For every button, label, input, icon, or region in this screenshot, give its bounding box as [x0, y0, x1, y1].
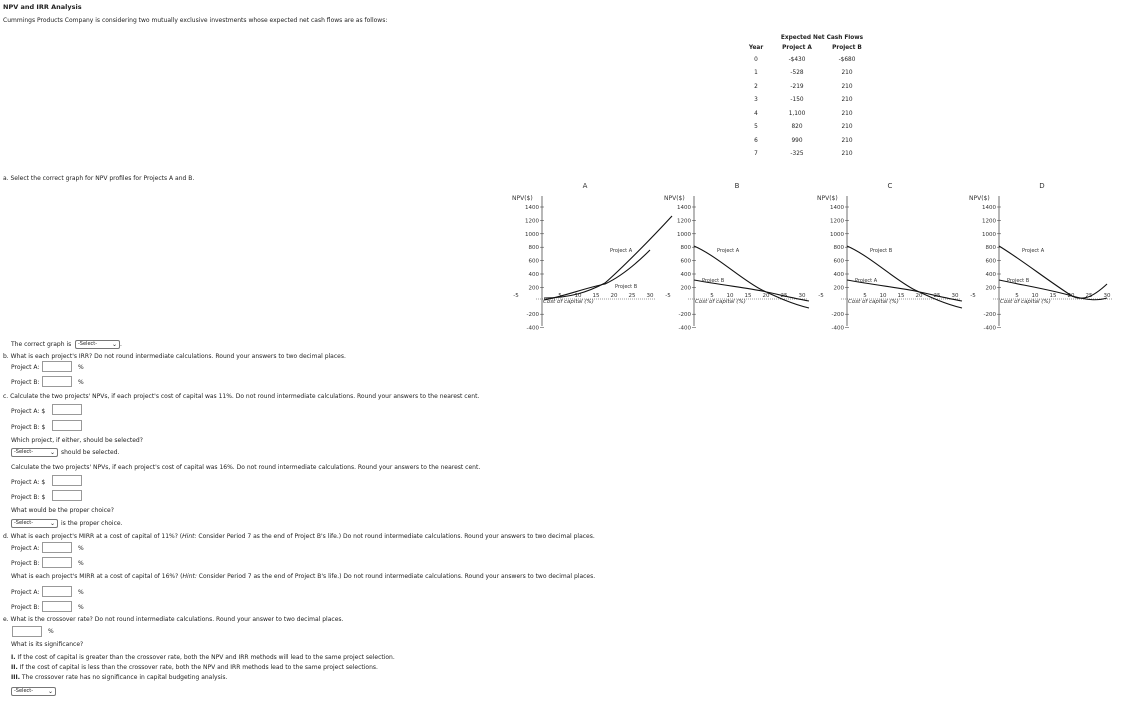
cell-year: 0 — [754, 56, 758, 63]
should-selected-text: should be selected. — [61, 449, 120, 456]
page-title: NPV and IRR Analysis — [3, 3, 82, 11]
y-axis-label: NPV($) — [512, 195, 533, 202]
y-tick-label: -400 — [983, 325, 996, 332]
y-tick-label: -200 — [831, 312, 844, 319]
curve-1-label: Project B — [870, 248, 893, 254]
cell-b: -$680 — [838, 56, 856, 63]
npv11-a-label: Project A: $ — [11, 408, 46, 415]
mirr16-a-unit: % — [78, 589, 84, 596]
significance-text: What is its significance? — [11, 641, 84, 648]
npv-profile-svg — [815, 180, 965, 340]
y-tick-label: 600 — [985, 258, 996, 265]
x-tick-label: 5 — [558, 293, 562, 299]
npv-graph-b — [662, 180, 812, 342]
proper-choice-select[interactable] — [11, 519, 58, 528]
graph-letter: C — [887, 182, 893, 190]
curve-2-label: Project A — [855, 278, 878, 284]
curve-2-label: Project B — [702, 278, 725, 284]
table-row — [740, 148, 872, 162]
y-tick-label: 600 — [833, 258, 844, 265]
x-tick-label: -5 — [818, 293, 824, 299]
table-caption: Expected Net Cash Flows — [780, 35, 864, 41]
cell-year: 3 — [754, 97, 758, 104]
question-c-prompt: c. Calculate the two projects' NPVs, if each project's cost of capital was 11%. Do not round intermediate calculations. Round your answers to the nearest cent. — [3, 393, 480, 400]
y-axis-label: NPV($) — [817, 195, 838, 202]
x-tick-label: 15 — [592, 293, 600, 299]
mirr11-b-label: Project B: — [11, 560, 40, 567]
select-value: -Select- — [14, 688, 34, 694]
npv11-b-input[interactable] — [52, 420, 82, 431]
y-tick-label: 800 — [833, 245, 844, 252]
significance-select[interactable] — [11, 687, 56, 696]
irr-a-label: Project A: — [11, 364, 40, 371]
cell-year: 1 — [754, 70, 758, 77]
y-tick-label: 1400 — [830, 205, 844, 211]
y-tick-label: 200 — [528, 285, 539, 292]
irr-b-unit: % — [78, 379, 84, 386]
mirr16-b-unit: % — [78, 604, 84, 611]
x-tick-label: 5 — [710, 293, 714, 299]
y-tick-label: 800 — [528, 245, 539, 252]
y-tick-label: -400 — [526, 325, 539, 332]
mirr16-b-label: Project B: — [11, 604, 40, 611]
question-c2-prompt: Calculate the two projects' NPVs, if each project's cost of capital was 16%. Do not round intermediate calculations. Round your answers to the nearest cent. — [11, 464, 481, 471]
is-proper-text: is the proper choice. — [61, 520, 123, 527]
intro-text: Cummings Products Company is considering two mutually exclusive investments whose expected net cash flows are as follows: — [3, 17, 388, 24]
select-value: -Select- — [14, 520, 34, 526]
mirr16-b-input[interactable] — [42, 601, 72, 612]
cell-b: 210 — [841, 137, 853, 144]
table-row — [740, 53, 872, 67]
y-tick-label: 1000 — [525, 231, 539, 238]
npv-profile-svg — [510, 180, 660, 340]
cell-a: -325 — [790, 151, 804, 158]
graph-letter: D — [1039, 182, 1045, 190]
curve-2-label: Project B — [615, 284, 638, 290]
y-tick-label: 1000 — [677, 231, 691, 238]
irr-b-label: Project B: — [11, 379, 40, 386]
cell-a: -150 — [790, 97, 804, 104]
cell-a: -$430 — [788, 56, 806, 63]
y-tick-label: 800 — [680, 245, 691, 252]
curve-1-label: Project A — [610, 248, 633, 254]
mirr16-a-input[interactable] — [42, 586, 72, 597]
correct-graph-select[interactable] — [75, 340, 120, 349]
cell-b: 210 — [841, 70, 853, 77]
x-tick-label: 20 — [915, 293, 923, 299]
y-tick-label: 200 — [680, 285, 691, 292]
y-tick-label: 1400 — [982, 205, 996, 211]
x-tick-label: 15 — [897, 293, 905, 299]
curve-1 — [544, 216, 672, 298]
y-tick-label: 1200 — [525, 218, 539, 225]
crossover-input[interactable] — [12, 626, 42, 637]
chevron-down-icon: ⌄ — [49, 449, 55, 456]
x-tick-label: 10 — [726, 293, 734, 299]
y-tick-label: -200 — [526, 312, 539, 319]
option-3: III. The crossover rate has no significance in capital budgeting analysis. — [11, 674, 228, 681]
y-tick-label: 1200 — [982, 218, 996, 225]
y-tick-label: 1200 — [677, 218, 691, 225]
cell-year: 6 — [754, 137, 758, 144]
year-header: Year — [748, 45, 764, 51]
x-tick-label: 5 — [863, 293, 867, 299]
y-tick-label: 400 — [680, 272, 691, 278]
x-tick-label: 15 — [744, 293, 752, 299]
mirr11-a-label: Project A: — [11, 545, 40, 552]
y-tick-label: 200 — [833, 285, 844, 292]
proper-choice-text: What would be the proper choice? — [11, 507, 114, 514]
x-tick-label: 30 — [951, 293, 959, 299]
y-tick-label: 400 — [985, 272, 996, 278]
table-row — [740, 121, 872, 135]
npv-graph-a — [510, 180, 660, 342]
npv-graph-d — [967, 180, 1117, 342]
y-tick-label: 1400 — [677, 205, 691, 211]
npv-graph-c — [815, 180, 965, 342]
x-axis-label: Cost of capital (%) — [543, 299, 594, 305]
question-b-prompt: b. What is each project's IRR? Do not round intermediate calculations. Round your answers to two decimal places. — [3, 353, 346, 360]
table-row — [740, 94, 872, 108]
npv11-a-input[interactable] — [52, 404, 82, 415]
cell-year: 2 — [754, 83, 758, 90]
y-tick-label: 1400 — [525, 205, 539, 211]
x-tick-label: 20 — [1067, 293, 1075, 299]
table-row — [740, 80, 872, 94]
x-tick-label: 30 — [1103, 293, 1111, 299]
cell-a: -219 — [790, 83, 804, 90]
irr-b-input[interactable] — [42, 376, 72, 387]
npv-profile-svg — [662, 180, 812, 340]
mirr11-b-input[interactable] — [42, 557, 72, 568]
question-d-prompt: d. What is each project's MIRR at a cost of capital of 11%? (Hint: Consider Period 7 as the end of Project B's life.) Do not round intermediate calculations. Round your answers to two decimal places. — [3, 533, 595, 540]
mirr16-a-label: Project A: — [11, 589, 40, 596]
graph-letter: B — [734, 182, 740, 190]
npv16-b-input[interactable] — [52, 490, 82, 501]
x-tick-label: 25 — [628, 293, 636, 299]
cell-b: 210 — [841, 97, 853, 104]
cash-flow-table — [740, 33, 872, 161]
npv11-b-label: Project B: $ — [11, 424, 46, 431]
curve-1-label: Project A — [717, 248, 740, 254]
select-value: -Select- — [14, 449, 34, 455]
y-tick-label: -400 — [678, 325, 691, 332]
cell-b: 210 — [841, 151, 853, 158]
question-d2-prompt: What is each project's MIRR at a cost of capital of 16%? (Hint: Consider Period 7 as the end of Project B's life.) Do not round intermediate calculations. Round your answers to two decimal places. — [11, 573, 596, 580]
x-tick-label: 10 — [1031, 293, 1039, 299]
cell-a: 990 — [791, 137, 803, 144]
x-tick-label: 20 — [762, 293, 770, 299]
x-tick-label: 30 — [646, 293, 654, 299]
x-axis-label: Cost of capital (%) — [695, 299, 746, 305]
cell-b: 210 — [841, 124, 853, 131]
x-tick-label: -5 — [970, 293, 976, 299]
x-tick-label: 30 — [798, 293, 806, 299]
correct-graph-label: The correct graph is — [11, 341, 72, 348]
cell-a: 1,100 — [788, 110, 806, 117]
x-axis-label: Cost of capital (%) — [1000, 299, 1051, 305]
y-tick-label: 200 — [985, 285, 996, 292]
cell-a: 820 — [791, 124, 803, 131]
question-a-prompt: a. Select the correct graph for NPV profiles for Projects A and B. — [3, 175, 195, 182]
x-tick-label: 10 — [879, 293, 887, 299]
x-tick-label: 15 — [1049, 293, 1057, 299]
x-tick-label: 25 — [1085, 293, 1093, 299]
mirr11-a-input[interactable] — [42, 542, 72, 553]
cell-b: 210 — [841, 110, 853, 117]
x-tick-label: 10 — [574, 293, 582, 299]
crossover-unit: % — [48, 628, 54, 635]
x-tick-label: 25 — [780, 293, 788, 299]
curve-2-label: Project B — [1007, 278, 1030, 284]
y-tick-label: 1000 — [830, 231, 844, 238]
question-e-prompt: e. What is the crossover rate? Do not round intermediate calculations. Round your answer to two decimal places. — [3, 616, 344, 623]
option-2: II. If the cost of capital is less than the crossover rate, both the NPV and IRR methods lead to the same project selections. — [11, 664, 378, 671]
irr-a-input[interactable] — [42, 361, 72, 372]
y-tick-label: 1200 — [830, 218, 844, 225]
cell-year: 5 — [754, 124, 758, 131]
select-value: -Select- — [78, 341, 98, 347]
npv16-a-label: Project A: $ — [11, 479, 46, 486]
npv16-b-label: Project B: $ — [11, 494, 46, 501]
chevron-down-icon: ⌄ — [47, 688, 53, 695]
cell-year: 7 — [754, 151, 758, 158]
y-tick-label: -200 — [983, 312, 996, 319]
table-row — [740, 134, 872, 148]
curve-1-label: Project A — [1022, 248, 1045, 254]
y-tick-label: 600 — [528, 258, 539, 265]
y-tick-label: 1000 — [982, 231, 996, 238]
cell-a: -528 — [790, 70, 804, 77]
project-b-header: Project B — [832, 45, 862, 51]
y-tick-label: -200 — [678, 312, 691, 319]
x-tick-label: -5 — [665, 293, 671, 299]
y-axis-label: NPV($) — [664, 195, 685, 202]
y-tick-label: 400 — [528, 272, 539, 278]
x-tick-label: 20 — [610, 293, 618, 299]
mirr11-a-unit: % — [78, 545, 84, 552]
graph-letter: A — [582, 182, 588, 190]
table-row — [740, 67, 872, 81]
project-selection-select[interactable] — [11, 448, 58, 457]
cell-b: 210 — [841, 83, 853, 90]
npv16-a-input[interactable] — [52, 475, 82, 486]
y-axis-label: NPV($) — [969, 195, 990, 202]
chevron-down-icon: ⌄ — [111, 341, 117, 348]
x-axis-label: Cost of capital (%) — [848, 299, 899, 305]
option-1: I. If the cost of capital is greater than the crossover rate, both the NPV and IRR methods will lead to the same project selection. — [11, 654, 395, 661]
y-tick-label: 600 — [680, 258, 691, 265]
y-tick-label: 400 — [833, 272, 844, 278]
x-tick-label: -5 — [513, 293, 519, 299]
irr-a-unit: % — [78, 364, 84, 371]
project-a-header: Project A — [782, 45, 812, 51]
x-tick-label: 25 — [933, 293, 941, 299]
which-project-text: Which project, if either, should be selected? — [11, 437, 143, 444]
chevron-down-icon: ⌄ — [49, 520, 55, 527]
x-tick-label: 5 — [1015, 293, 1019, 299]
y-tick-label: 800 — [985, 245, 996, 252]
mirr11-b-unit: % — [78, 560, 84, 567]
cell-year: 4 — [754, 110, 758, 117]
table-row — [740, 107, 872, 121]
curve-1 — [999, 246, 1107, 298]
npv-profile-svg — [967, 180, 1117, 340]
y-tick-label: -400 — [831, 325, 844, 332]
